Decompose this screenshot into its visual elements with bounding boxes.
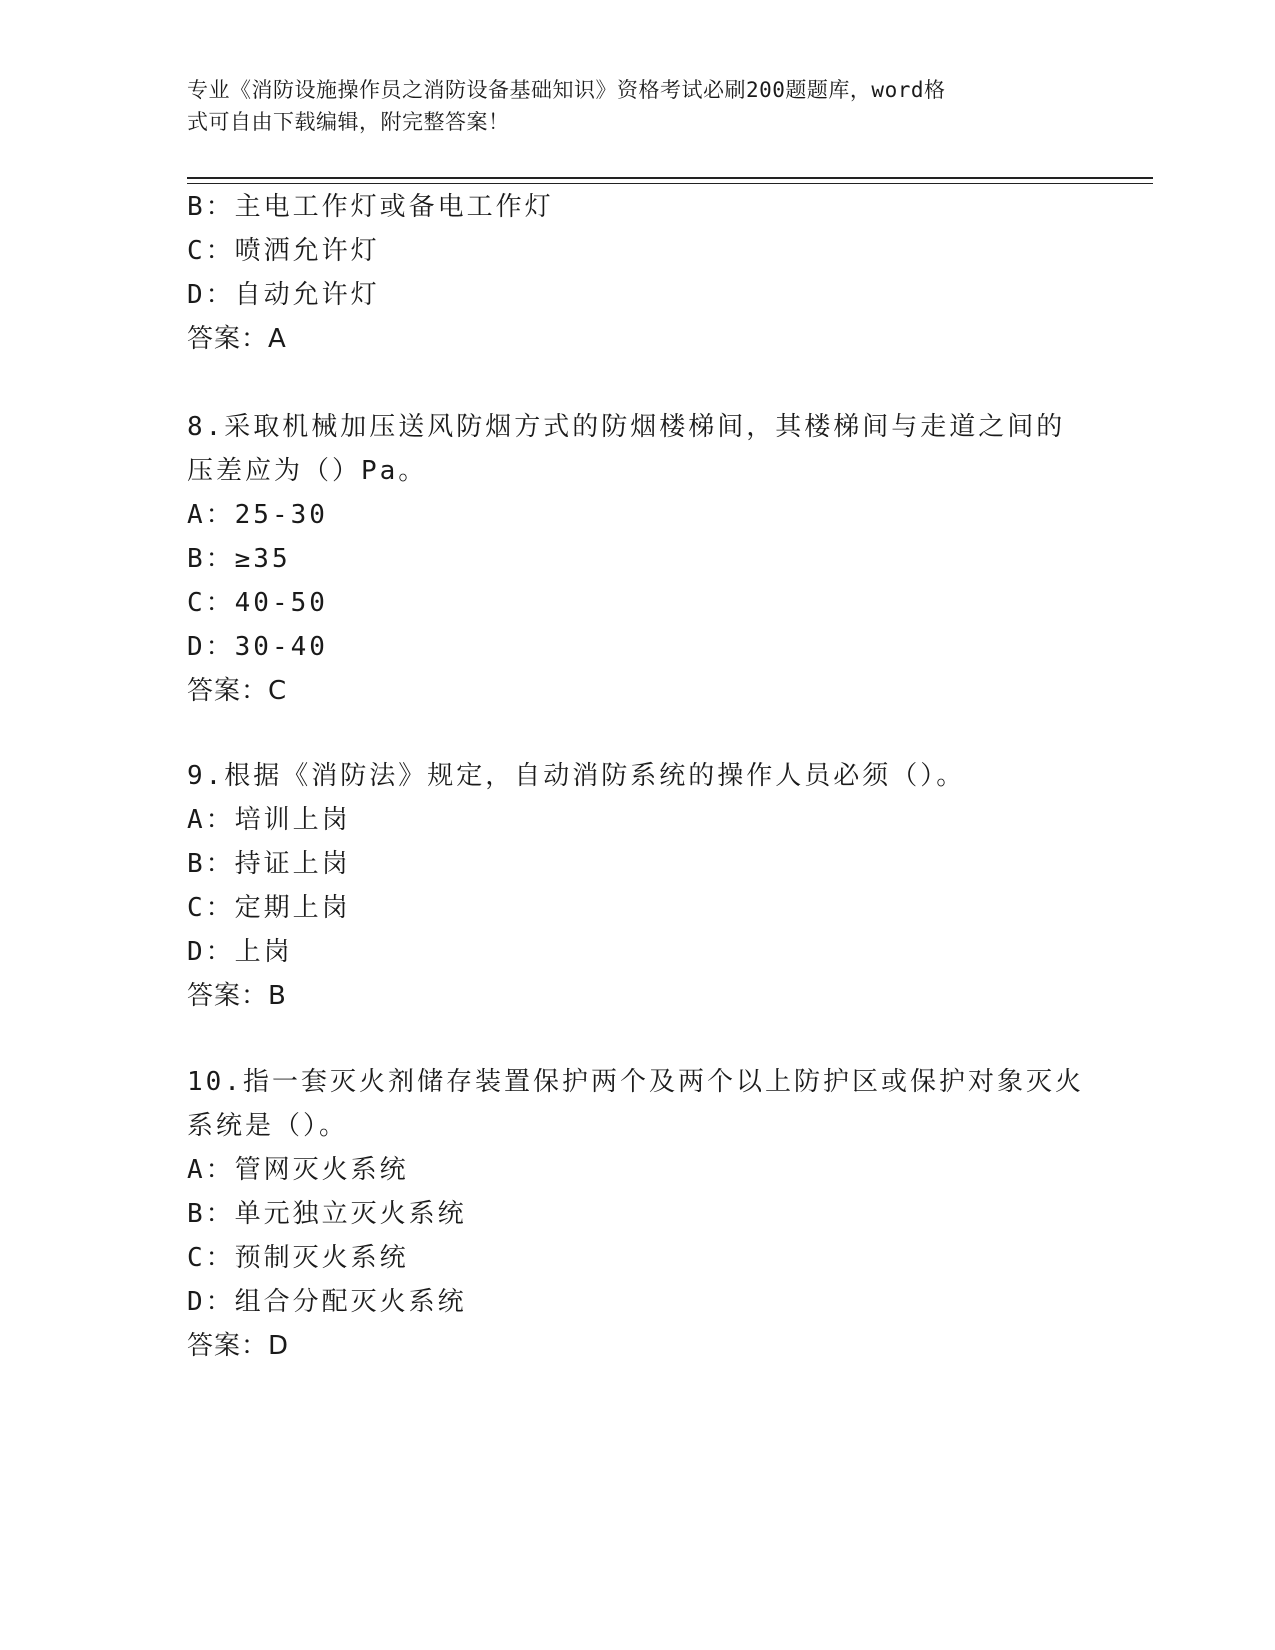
header-rule-thick xyxy=(187,177,1153,179)
q9-option-c: C：定期上岗 xyxy=(187,893,351,923)
q8-option-d: D：30-40 xyxy=(187,632,328,662)
q10-answer: 答案：D xyxy=(187,1331,290,1361)
q10-stem-line-2: 系统是（）。 xyxy=(187,1111,349,1141)
q7-option-d: D：自动允许灯 xyxy=(187,280,380,310)
q7-option-b: B：主电工作灯或备电工作灯 xyxy=(187,192,554,222)
q10-option-c: C：预制灭火系统 xyxy=(187,1243,409,1273)
q8-option-b: B：≥35 xyxy=(187,544,291,574)
q7-answer: 答案：A xyxy=(187,324,287,354)
q9-answer: 答案：B xyxy=(187,981,287,1011)
q8-answer: 答案：C xyxy=(187,676,288,706)
document-header xyxy=(187,74,1067,138)
q8-option-c: C：40-50 xyxy=(187,588,328,618)
q8-stem-line-2: 压差应为（）Pa。 xyxy=(187,456,428,486)
q9-stem-line-1: 9.根据《消防法》规定，自动消防系统的操作人员必须（）。 xyxy=(187,761,966,791)
q9-option-d: D：上岗 xyxy=(187,937,293,967)
q10-option-d: D：组合分配灭火系统 xyxy=(187,1287,467,1317)
q8-stem-line-1: 8.采取机械加压送风防烟方式的防烟楼梯间，其楼梯间与走道之间的 xyxy=(187,412,1066,442)
q8-option-a: A：25-30 xyxy=(187,500,328,530)
q9-option-a: A：培训上岗 xyxy=(187,805,351,835)
q7-option-c: C：喷洒允许灯 xyxy=(187,236,380,266)
q10-option-a: A：管网灭火系统 xyxy=(187,1155,409,1185)
header-rule-thin xyxy=(187,183,1153,184)
header-line-1: 专业《消防设施操作员之消防设备基础知识》资格考试必刷200题题库，word格 xyxy=(187,78,946,102)
q9-option-b: B：持证上岗 xyxy=(187,849,351,879)
q10-stem-line-1: 10.指一套灭火剂储存装置保护两个及两个以上防护区或保护对象灭火 xyxy=(187,1067,1084,1097)
q10-option-b: B：单元独立灭火系统 xyxy=(187,1199,467,1229)
header-line-2: 式可自由下载编辑，附完整答案！ xyxy=(187,110,510,134)
